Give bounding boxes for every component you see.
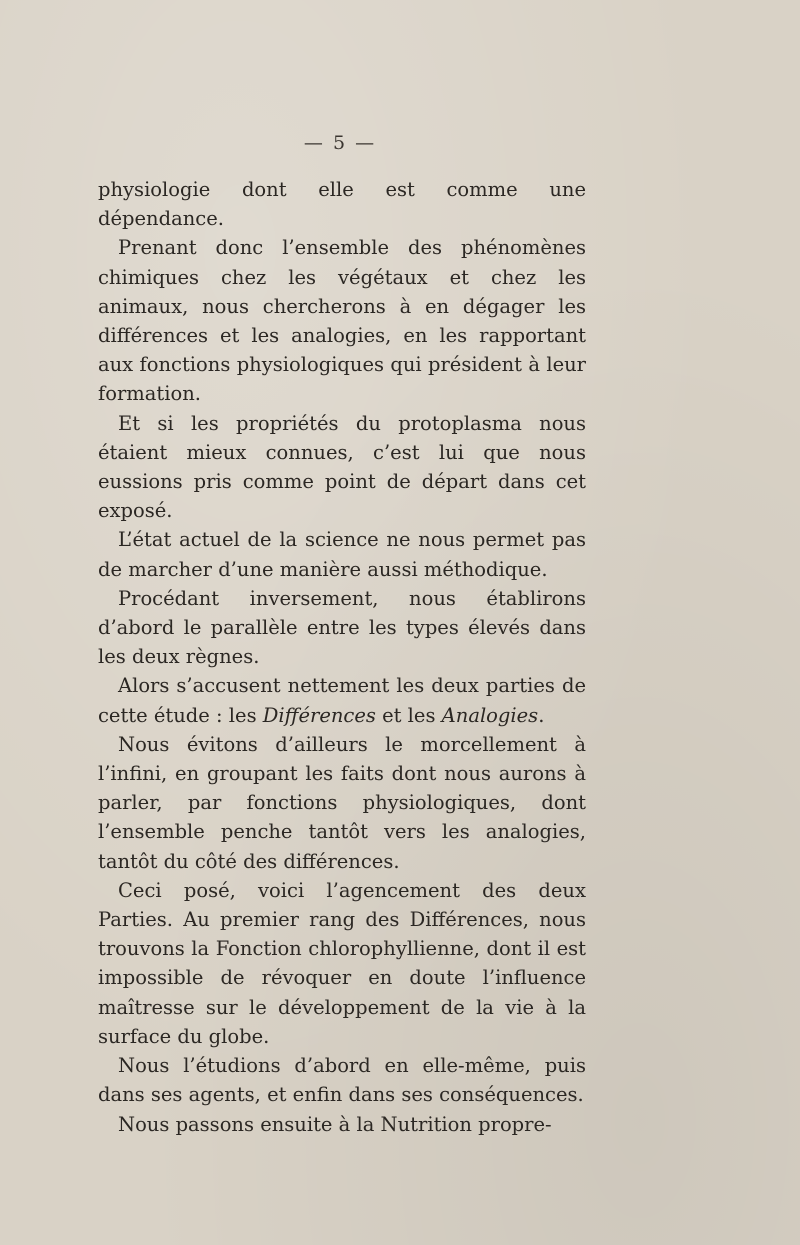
paragraph-2: Prenant donc l’ensemble des phénomènes chimiques chez les végétaux et chez les animaux, nous chercherons à en dégager les différences et les analogies, en les rapportant aux fonctions physiologiques qui président à leur formation. xyxy=(98,236,586,406)
paragraph-6 xyxy=(98,671,586,729)
body-text xyxy=(98,175,586,1139)
term-differences: Différences xyxy=(262,703,376,727)
paragraph-4: L’état actuel de la science ne nous permet pas de marcher d’une manière aussi méthodique. xyxy=(98,528,586,581)
paragraph-6-text-before: Alors s’accusent nettement les deux parties de cette étude : les xyxy=(98,674,586,727)
paragraph-9: Nous l’étudions d’abord en elle-même, puis dans ses agents, et enfin dans ses conséquences. xyxy=(98,1054,586,1107)
term-analogies: Analogies xyxy=(441,703,539,727)
paragraph-10: Nous passons ensuite à la Nutrition propre- xyxy=(118,1112,552,1136)
paragraph-1: physiologie dont elle est comme une dépendance. xyxy=(98,178,586,231)
paragraph-3: Et si les propriétés du protoplasma nous étaient mieux connues, c’est lui que nous eussions pris comme point de départ dans cet exposé. xyxy=(98,411,586,523)
paragraph-5: Procédant inversement, nous établirons d’abord le parallèle entre les types élevés dans les deux règnes. xyxy=(98,586,586,669)
paragraph-6-text-after: . xyxy=(538,703,545,727)
paragraph-8: Ceci posé, voici l’agencement des deux Parties. Au premier rang des Différences, nous trouvons la Fonction chlorophyllienne, dont il est impossible de révoquer en doute l’influence maîtresse sur le développement de la vie à la surface du globe. xyxy=(98,878,586,1048)
page-number: — 5 — xyxy=(303,132,377,154)
paragraph-7: Nous évitons d’ailleurs le morcellement à l’infini, en groupant les faits dont nous aurons à parler, par fonctions physiologiques, dont l’ensemble penche tantôt vers les analogies, tantôt du côté des différences. xyxy=(98,732,586,873)
paragraph-6-text-mid: et les xyxy=(375,703,442,727)
